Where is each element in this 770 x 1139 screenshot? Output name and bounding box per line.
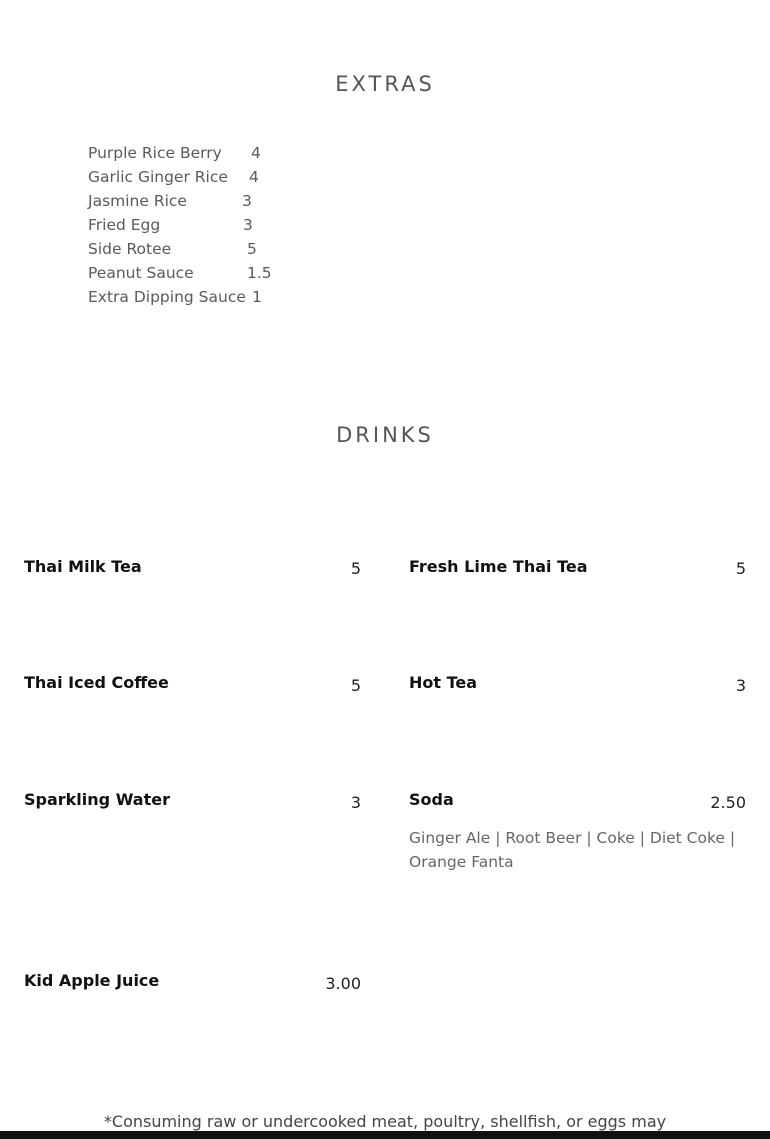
extras-item [88,239,257,259]
extras-item [88,191,252,211]
extras-item-name: Jasmine Rice [88,192,187,210]
extras-item-price: 1.5 [247,264,272,282]
drink-price: 3 [350,793,361,812]
extras-item [88,287,262,307]
extras-item-name: Garlic Ginger Rice [88,168,228,186]
extras-item-name: Side Rotee [88,240,172,258]
extras-item [88,263,272,283]
footer-disclaimer: *Consuming raw or undercooked meat, poultry, shellfish, or eggs may [103,1112,667,1131]
extras-section-title: EXTRAS [335,72,435,96]
extras-item-price: 4 [249,168,259,186]
drink-name: Hot Tea [409,673,478,692]
drink-name: Sparkling Water [24,790,170,809]
drink-name: Thai Iced Coffee [24,673,169,692]
extras-item [88,167,259,187]
drink-price: 5 [735,559,746,578]
extras-item-name: Extra Dipping Sauce [88,288,246,306]
extras-item-name: Peanut Sauce [88,264,194,282]
extras-item-price: 3 [243,216,253,234]
extras-item-name: Purple Rice Berry [88,144,222,162]
extras-item-price: 1 [252,288,262,306]
extras-item-price: 3 [242,192,252,210]
drink-price: 3.00 [325,974,361,993]
extras-item [88,143,261,163]
drink-price: 2.50 [710,793,746,812]
drink-price: 3 [735,676,746,695]
drink-name: Soda [409,790,454,809]
drink-price: 5 [350,676,361,695]
extras-item-name: Fried Egg [88,216,161,234]
extras-item-price: 5 [247,240,257,258]
bottom-bar [0,1131,770,1139]
drinks-section-title: DRINKS [336,423,434,447]
drink-description: Ginger Ale | Root Beer | Coke | Diet Coke | Orange Fanta [409,829,736,871]
drink-name: Thai Milk Tea [24,557,142,576]
extras-item [88,215,253,235]
extras-item-price: 4 [251,144,261,162]
drink-name: Kid Apple Juice [24,971,160,990]
drink-price: 5 [350,559,361,578]
drink-name: Fresh Lime Thai Tea [409,557,588,576]
